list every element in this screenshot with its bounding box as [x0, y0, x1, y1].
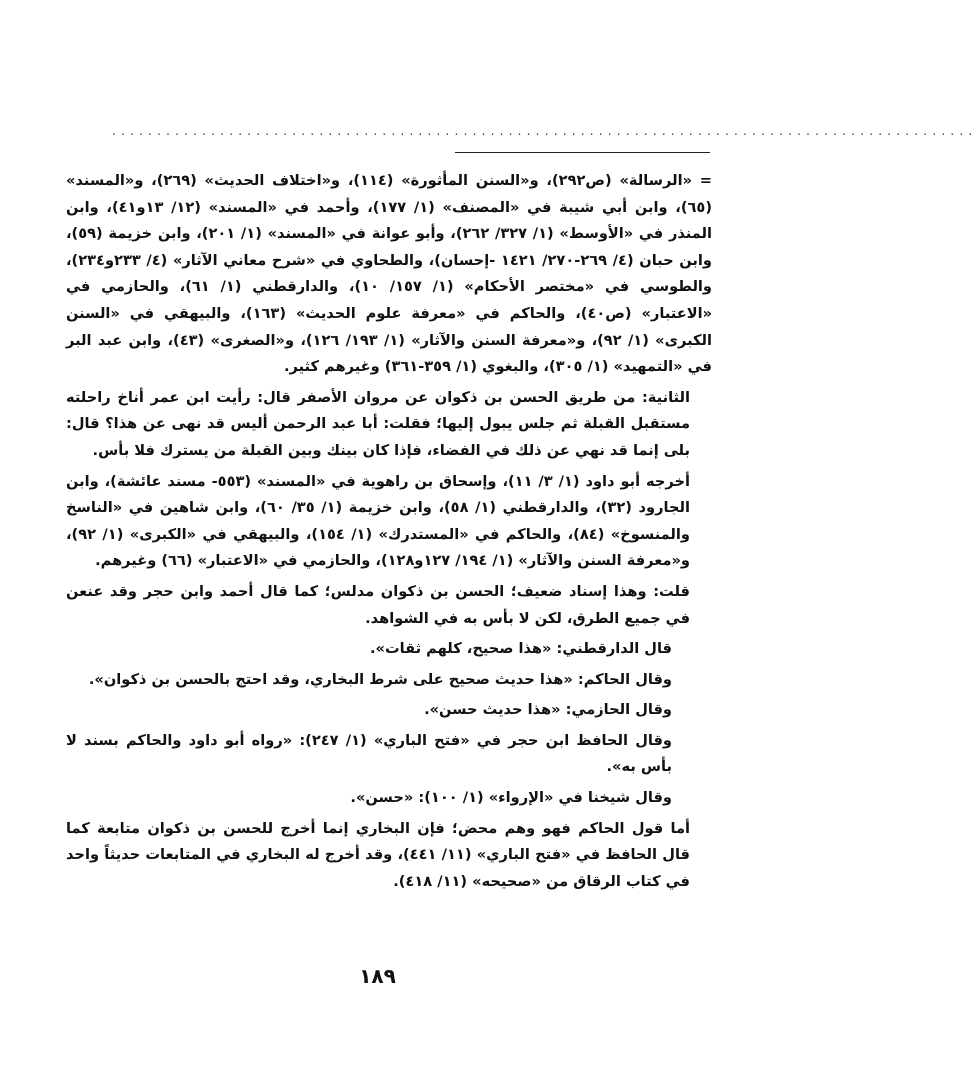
paragraph-takhrij: أخرجه أبو داود (١/ ٣/ ١١)، وإسحاق بن راهوية في «المسند» (٥٥٣- مسند عائشة)، وابن الجارود (٣٢)، والدارقطني (١/ ٥٨)، وابن خزيمة (١/ ٣٥/ ٦٠)، وابن شاهين في «الناسخ والمنسوخ» (٨٤)، والحاكم في «المستدرك» (١/ ١٥٤)، والبيهقي في «الكبرى» (١/ ٩٢)، و«معرفة السنن والآثار» (١/ ١٩٤/ ١٢٧و١٢٨)، والحازمي في «الاعتبار» (٦٦) وغيرهم. [66, 472, 690, 570]
paragraph-second-route: الثانية: من طريق الحسن بن ذكوان عن مروان الأصفر قال: رأيت ابن عمر أناخ راحلته مستقبل القبلة ثم جلس يبول إليها؛ فقلت: أبا عبد الرحمن أليس قد نهى عن هذا؟ قال: بلى إنما قد نهي عن ذلك في الفضاء، فإذا كان بينك وبين القبلة من يسترك فلا بأس. [66, 388, 690, 459]
quote-hazimi: وقال الحازمي: «هذا حديث حسن». [424, 701, 672, 719]
quote-shaykh: وقال شيخنا في «الإرواء» (١/ ١٠٠): «حسن». [350, 789, 672, 807]
dotted-separator: ................................................................................................ [112, 124, 977, 138]
paragraph-author-note: قلت: وهذا إسناد ضعيف؛ الحسن بن ذكوان مدلس؛ كما قال أحمد وابن حجر وقد عنعن في جميع الطرق، لكن لا بأس به في الشواهد. [66, 582, 690, 627]
paragraph-citations-continued: = «الرسالة» (ص٢٩٢)، و«السنن المأثورة» (١١٤)، و«اختلاف الحديث» (٢٦٩)، و«المسند» (٦٥)، وابن أبي شيبة في «المصنف» (١/ ١٧٧)، وأحمد في «المسند» (١٢/ ١٣و٤١)، وابن المنذر في «الأوسط» (١/ ٣٢٧/ ٢٦٢)، وأبو عوانة في «المسند» (١/ ٢٠١)، وابن خزيمة (٥٩)، وابن حبان (٤/ ٢٦٩-٢٧٠/ ١٤٢١ -إحسان)، والطحاوي في «شرح معاني الآثار» (٤/ ٢٣٣و٢٣٤)، والطوسي في «مختصر الأحكام» (١/ ١٥٧/ ١٠)، والدارقطني (١/ ٦١)، والحازمي في «الاعتبار» (ص٤٠)، والحاكم في «معرفة علوم الحديث» (١٦٣)، والبيهقي في «السنن الكبرى» (١/ ٩٢)، و«معرفة السنن والآثار» (١/ ١٩٣/ ١٢٦)، و«الصغرى» (٤٣)، وابن عبد البر في «التمهيد» (١/ ٣٠٥)، والبغوي (١/ ٣٥٩-٣٦١) وغيرهم كثير. [66, 172, 713, 376]
footnote-body [66, 168, 712, 895]
page-number: ١٨٩ [359, 964, 396, 988]
footnote-rule [455, 152, 710, 153]
paragraph-conclusion: أما قول الحاكم فهو وهم محض؛ فإن البخاري إنما أخرج للحسن بن ذكوان متابعة كما قال الحافظ في «فتح الباري» (١١/ ٤٤١)، وقد أخرج له البخاري في المتابعات حديثاً واحد في كتاب الرقاق من «صحيحه» (١١/ ٤١٨). [66, 819, 690, 890]
quote-daraqutni: قال الدارقطني: «هذا صحيح، كلهم ثقات». [370, 640, 672, 658]
quote-hakim: وقال الحاكم: «هذا حديث صحيح على شرط البخاري، وقد احتج بالحسن بن ذكوان». [88, 670, 672, 688]
quote-ibn-hajar: وقال الحافظ ابن حجر في «فتح الباري» (١/ ٢٤٧): «رواه أبو داود والحاكم بسند لا بأس به». [66, 731, 672, 776]
